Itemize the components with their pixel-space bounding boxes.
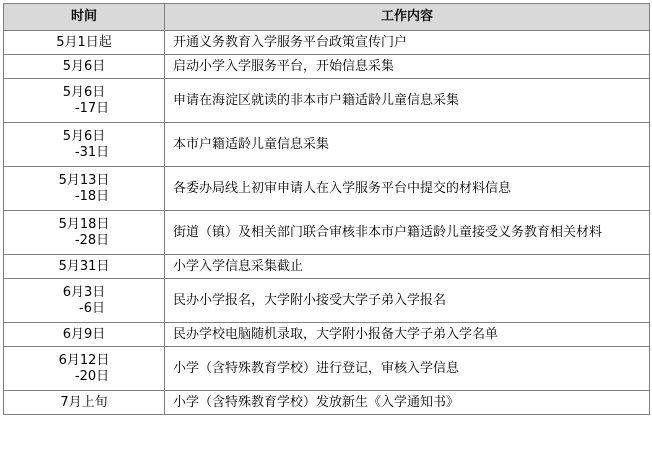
time-text: 5月6日 (62, 58, 106, 74)
time-cell (4, 391, 165, 415)
table-row (4, 79, 650, 123)
time-text: 5月6日 (62, 128, 106, 144)
time-text: 5月1日起 (56, 34, 112, 50)
work-content-cell: 本市户籍适龄儿童信息采集 (165, 123, 650, 167)
header-work-content: 工作内容 (165, 4, 650, 31)
table-row (4, 31, 650, 55)
work-content-cell: 小学（含特殊教育学校）进行登记，审核入学信息 (165, 347, 650, 391)
time-cell (4, 211, 165, 255)
time-text: -31日 (74, 144, 110, 160)
time-cell (4, 31, 165, 55)
table-row (4, 167, 650, 211)
time-text: 5月18日 (58, 216, 110, 232)
work-content-cell: 民办学校电脑随机录取，大学附小报备大学子弟入学名单 (165, 323, 650, 347)
time-text: 5月31日 (58, 258, 110, 274)
table-row (4, 123, 650, 167)
time-text: 6月12日 (58, 352, 110, 368)
work-content-cell: 街道（镇）及相关部门联合审核非本市户籍适龄儿童接受义务教育相关材料 (165, 211, 650, 255)
time-text: -17日 (74, 100, 110, 116)
work-content-cell: 各委办局线上初审申请人在入学服务平台中提交的材料信息 (165, 167, 650, 211)
work-content-cell: 小学（含特殊教育学校）发放新生《入学通知书》 (165, 391, 650, 415)
work-content-cell: 小学入学信息采集截止 (165, 255, 650, 279)
time-text: 5月6日 (62, 84, 106, 100)
time-text: -20日 (74, 368, 110, 384)
header-time: 时间 (4, 4, 165, 31)
table-row (4, 55, 650, 79)
time-cell (4, 167, 165, 211)
time-text: -18日 (74, 188, 110, 204)
time-text: 5月13日 (58, 172, 110, 188)
table-header-row (4, 4, 650, 31)
work-content-cell: 启动小学入学服务平台，开始信息采集 (165, 55, 650, 79)
table-row (4, 347, 650, 391)
table-row (4, 391, 650, 415)
work-content-cell: 申请在海淀区就读的非本市户籍适龄儿童信息采集 (165, 79, 650, 123)
enrollment-schedule-table (3, 3, 650, 415)
table-row (4, 279, 650, 323)
work-content-cell: 开通义务教育入学服务平台政策宣传门户 (165, 31, 650, 55)
time-cell (4, 279, 165, 323)
time-cell (4, 55, 165, 79)
work-content-cell: 民办小学报名，大学附小接受大学子弟入学报名 (165, 279, 650, 323)
time-cell (4, 323, 165, 347)
time-cell (4, 123, 165, 167)
table-row (4, 211, 650, 255)
table-row (4, 255, 650, 279)
time-text: -6日 (79, 300, 105, 316)
time-text: -28日 (74, 232, 110, 248)
time-text: 6月9日 (62, 326, 106, 342)
time-cell (4, 79, 165, 123)
time-cell (4, 347, 165, 391)
time-text: 6月3日 (62, 284, 106, 300)
table-row (4, 323, 650, 347)
time-cell (4, 255, 165, 279)
time-text: 7月上旬 (60, 394, 108, 410)
